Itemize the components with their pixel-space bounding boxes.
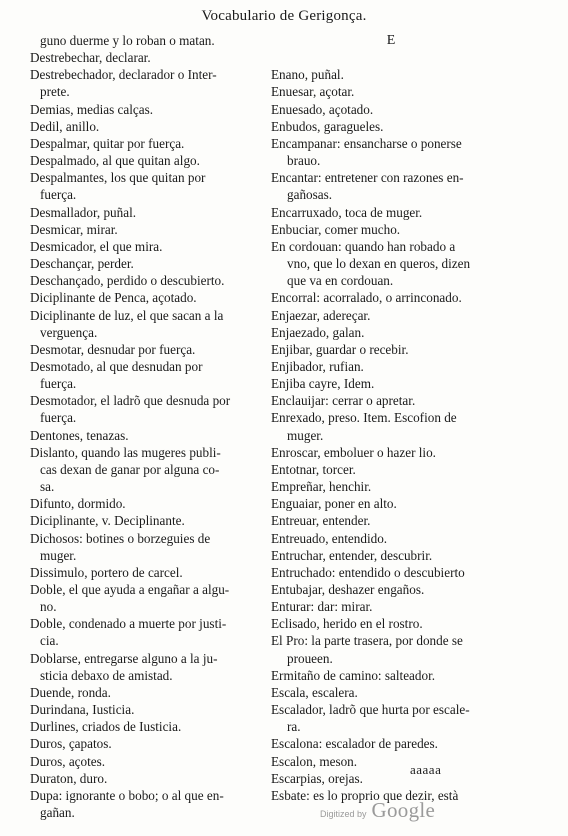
entry-line: gañosas. xyxy=(287,187,333,203)
entry-line: Encorral: acorralado, o arrinconado. xyxy=(271,290,462,306)
entry-line: Enjibador, rufian. xyxy=(271,358,364,374)
entry-line: Enbuciar, comer mucho. xyxy=(271,221,401,237)
entry-line: Desmallador, puñal. xyxy=(30,204,137,220)
entry-line: Enuesado, açotado. xyxy=(271,101,374,117)
entry-line: Entubajar, deshazer engaños. xyxy=(271,582,425,597)
entry-line: Enano, puñal. xyxy=(271,67,344,83)
entry-line: muger. xyxy=(287,427,324,443)
entry-line: vno, que lo dexan en queros, dizen xyxy=(287,256,471,272)
entry-line: Entruchar, entender, descubrir. xyxy=(271,547,433,563)
entry-line: Escalon, meson. xyxy=(271,753,358,769)
entry-line: Enrexado, preso. Item. Escofion de xyxy=(271,410,457,426)
entry-line: fuerça. xyxy=(40,410,77,426)
entry-line: Doblarse, entregarse alguno a la ju- xyxy=(30,650,218,666)
entry-line: Duraton, duro. xyxy=(30,770,108,786)
entry-line: brauo. xyxy=(287,153,321,169)
catchword: aaaaa xyxy=(410,762,442,777)
entry-line: Enbudos, garagueles. xyxy=(271,118,384,134)
entry-line xyxy=(271,49,517,66)
entry-line: Dupa: ignorante o bobo; o al que en- xyxy=(30,787,224,803)
section-letter: E xyxy=(386,33,396,48)
entry-line: Despalmantes, los que quitan por xyxy=(30,170,206,186)
entry-line: Dissimulo, portero de carcel. xyxy=(30,564,183,580)
entry-line: Enguaiar, poner en alto. xyxy=(271,496,397,512)
entry-line: Escalona: escalador de paredes. xyxy=(271,736,438,752)
entry-line: Dichosos: botines o borzeguies de xyxy=(30,530,211,546)
entry-line: sticia debaxo de amistad. xyxy=(40,667,173,683)
entry-line: cia. xyxy=(40,633,59,649)
entry-line: Desmotado, al que desnudan por xyxy=(30,358,203,374)
entry-line: Encarruxado, toca de muger. xyxy=(271,204,423,220)
entry-line: verguença. xyxy=(40,324,98,340)
entry-line: Enclauijar: cerrar o apretar. xyxy=(271,393,416,409)
entry-line: Enuesar, açotar. xyxy=(271,84,355,100)
entry-line: Diciplinante, v. Deciplinante. xyxy=(30,513,185,529)
entry-line: Diciplinante de Penca, açotado. xyxy=(30,290,197,306)
entry-line: Esbate: es lo proprio que dezir, està xyxy=(271,787,459,803)
entry-line: Encampanar: ensancharse o ponerse xyxy=(271,135,462,151)
entry-line: Enroscar, emboluer o hazer lio. xyxy=(271,444,436,460)
entry-line: Eclisado, herido en el rostro. xyxy=(271,616,423,632)
entry-line: Entruchado: entendido o descubierto xyxy=(271,564,465,580)
entry-line: Difunto, dormido. xyxy=(30,496,126,512)
entry-line: Dentones, tenazas. xyxy=(30,427,129,443)
entry-line: cas dexan de ganar por alguna co- xyxy=(40,461,220,477)
entry-line: Despalmar, quitar por fuerça. xyxy=(30,135,185,151)
entry-line: sa. xyxy=(40,479,55,495)
entry-line: Desmotador, el ladrõ que desnuda por xyxy=(30,393,231,409)
entry-line: Durlines, criados de Iusticia. xyxy=(30,719,182,735)
entry-line: Desmicar, mirar. xyxy=(30,221,118,237)
entry-line: Enjibar, guardar o recebir. xyxy=(271,341,409,357)
entry-line: fuerça. xyxy=(40,187,77,203)
entry-line: ra. xyxy=(287,719,301,735)
entry-line: En cordouan: quando han robado a xyxy=(271,238,456,254)
watermark xyxy=(320,798,435,823)
entry-line: Escala, escalera. xyxy=(271,684,358,700)
entry-line: proueen. xyxy=(287,650,333,666)
entry-line: Escalador, ladrõ que hurta por escale- xyxy=(271,702,470,718)
entry-line: Doble, el que ayuda a engañar a algu- xyxy=(30,582,230,597)
entry-line: Desmicador, el que mira. xyxy=(30,238,163,254)
right-column xyxy=(271,32,517,804)
entry-line: Diciplinante de luz, el que sacan a la xyxy=(30,307,224,323)
entry-line: Deschançar, perder. xyxy=(30,256,134,272)
entry-line: Durindana, Iusticia. xyxy=(30,702,135,718)
entry-line: Dislanto, quando las mugeres publi- xyxy=(30,444,221,460)
entry-line: Entreuar, entender. xyxy=(271,513,371,529)
entry-line: Entotnar, torcer. xyxy=(271,461,356,477)
entry-line: no. xyxy=(40,599,57,615)
entry-line: Dedil, anillo. xyxy=(30,118,100,134)
entry-line: guno duerme y lo roban o matan. xyxy=(40,33,215,48)
entry-line: Destrebechar, declarar. xyxy=(30,50,151,66)
google-logo: Google xyxy=(371,798,436,822)
entry-line: Despalmado, al que quitan algo. xyxy=(30,153,200,169)
entry-line: Desmotar, desnudar por fuerça. xyxy=(30,341,196,357)
entry-line: Enjiba cayre, Idem. xyxy=(271,376,375,392)
entry-line: Destrebechador, declarador o Inter- xyxy=(30,67,217,83)
entry-line: Encantar: entretener con razones en- xyxy=(271,170,464,186)
entry-line: Doble, condenado a muerte por justi- xyxy=(30,616,227,632)
entry-line: Duros, çapatos. xyxy=(30,736,112,752)
entry-line: Entreuado, entendido. xyxy=(271,530,388,546)
watermark-prefix: Digitized by xyxy=(320,809,367,819)
entry-line: El Pro: la parte trasera, por donde se xyxy=(271,633,463,649)
entry-line: Escarpias, orejas. xyxy=(271,770,363,786)
entry-line: Ermitaño de camino: salteador. xyxy=(271,667,436,683)
entry-line: Deschançado, perdido o descubierto. xyxy=(30,273,225,289)
entry-line: Duende, ronda. xyxy=(30,684,111,700)
entry-line: gañan. xyxy=(40,805,75,821)
entry-line: Empreñar, henchir. xyxy=(271,479,372,495)
entry-line: Enturar: dar: mirar. xyxy=(271,599,373,615)
left-column xyxy=(30,32,266,821)
entry-line: Demias, medias calças. xyxy=(30,101,154,117)
entry-line: Duros, açotes. xyxy=(30,753,106,769)
entry-line: prete. xyxy=(40,84,70,100)
entry-line: fuerça. xyxy=(40,376,77,392)
entry-line: que va en cordouan. xyxy=(287,273,394,289)
entry-line: Enjaezado, galan. xyxy=(271,324,365,340)
entry-line: muger. xyxy=(40,547,77,563)
entry-line: Enjaezar, adereçar. xyxy=(271,307,371,323)
page-header: Vocabulario de Gerigonça. xyxy=(201,8,367,24)
